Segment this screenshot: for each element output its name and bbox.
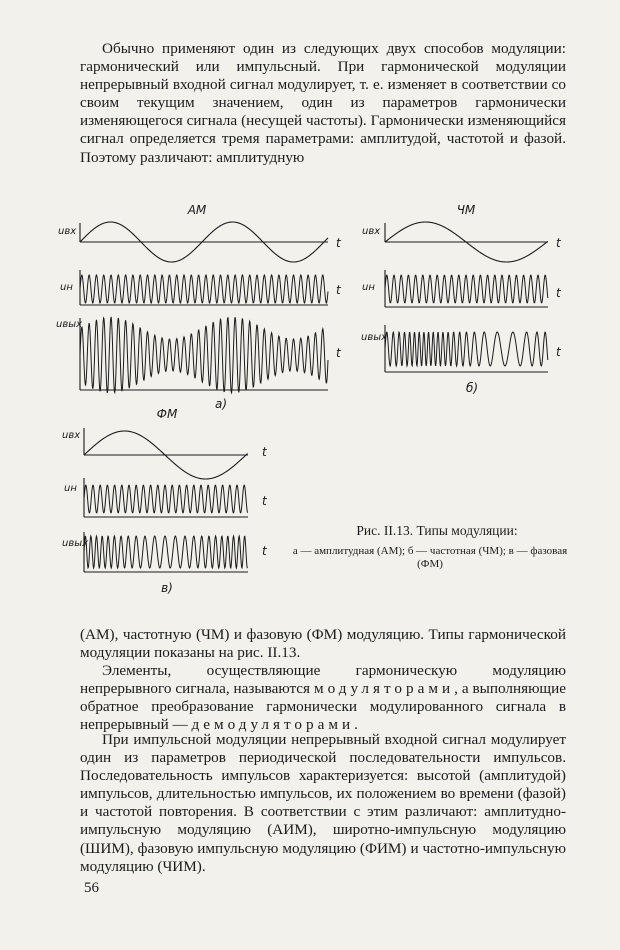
fm-output-wave	[385, 332, 548, 366]
pm-input-wave	[84, 431, 248, 479]
fm-output-label: uвых	[361, 332, 388, 343]
panel-am	[56, 203, 342, 411]
fm-carrier-label: uн	[362, 282, 375, 293]
am-output-wave	[80, 317, 328, 393]
pm-input-label: uвх	[62, 430, 81, 441]
page-number: 56	[84, 880, 99, 896]
term-demodulators: демодуляторами	[191, 716, 355, 734]
panel-am-title: АМ	[187, 203, 207, 217]
pm-carrier-time-label: t	[262, 494, 267, 508]
panel-fm-label: б)	[466, 381, 479, 395]
fm-input-time-label: t	[556, 236, 561, 250]
panel-pm-title: ФМ	[156, 407, 178, 421]
fm-input-wave	[385, 222, 548, 262]
am-output-time-label: t	[336, 346, 341, 360]
pm-output-label: uвых	[62, 538, 89, 549]
term-modulators: модуляторами	[313, 680, 455, 698]
pm-carrier-wave	[84, 485, 248, 513]
pm-input-time-label: t	[262, 445, 267, 459]
am-carrier-wave	[80, 275, 328, 303]
pm-output-wave	[84, 536, 248, 568]
paragraph-modulators	[80, 662, 566, 734]
paragraph-types: (АМ), частотную (ЧМ) и фазовую (ФМ) модуляцию. Типы гармонической модуляции показаны на рис. II.13.	[80, 626, 566, 662]
am-output-label: uвых	[56, 319, 83, 330]
am-input-wave	[80, 222, 328, 262]
fm-input-label: uвх	[362, 226, 381, 237]
am-input-time-label: t	[336, 236, 341, 250]
am-carrier-label: uн	[60, 282, 73, 293]
p3-text-a: Элементы, осуществляющие гармоническую модуляцию непрерывного сигнала, называются	[80, 662, 566, 698]
am-input-label: uвх	[58, 226, 77, 237]
fm-output-time-label: t	[556, 345, 561, 359]
panel-am-label: а)	[215, 397, 228, 411]
fm-carrier-time-label: t	[556, 286, 561, 300]
paragraph-pulse-modulation: При импульсной модуляции непрерывный входной сигнал модулирует один из параметров периодической последовательности импульсов. Последовательность импульсов характеризуется: высотой (амплитудой) импульсов, длительностью импульсов, их положением во времени (фазой) и частотой повторения. В соответствии с этим различают: амплитудно-импульсную модуляцию (АИМ), широтно-импульсную модуляцию (ШИМ), фазовую импульсную модуляцию (ФИМ) и частотно-импульсную модуляцию (ЧИМ).	[80, 731, 566, 875]
panel-phase-modulation	[62, 407, 268, 595]
p3-text-c: , а выполняющие обратное преобразование гармонически модулированного сигнала в непрерывный —	[80, 680, 566, 734]
panel-pm-label: в)	[161, 581, 173, 595]
p3-text-e: .	[354, 716, 358, 734]
figure-caption-title: Рис. II.13. Типы модуляции:	[356, 523, 518, 538]
panel-fm-title: ЧМ	[456, 203, 476, 217]
am-carrier-time-label: t	[336, 283, 341, 297]
panel-frequency-modulation	[361, 203, 562, 395]
pm-carrier-label: uн	[64, 483, 77, 494]
figure-caption-body: а — амплитудная (АМ); б — частотная (ЧМ); в — фазовая (ФМ)	[292, 545, 568, 570]
fm-carrier-wave	[385, 275, 548, 303]
pm-output-time-label: t	[262, 544, 267, 558]
paragraph-intro: Обычно применяют один из следующих двух способов модуляции: гармонический или импульсный. При гармонической модуляции непрерывный входной сигнал модулирует, т. е. изменяет в соответствии со своим текущим значением, один из параметров гармонически изменяющегося сигнала (несущей частоты). Гармонически изменяющийся сигнал определяется тремя параметрами: амплитудой, частотой и фазой. Поэтому различают: амплитудную	[80, 40, 566, 166]
